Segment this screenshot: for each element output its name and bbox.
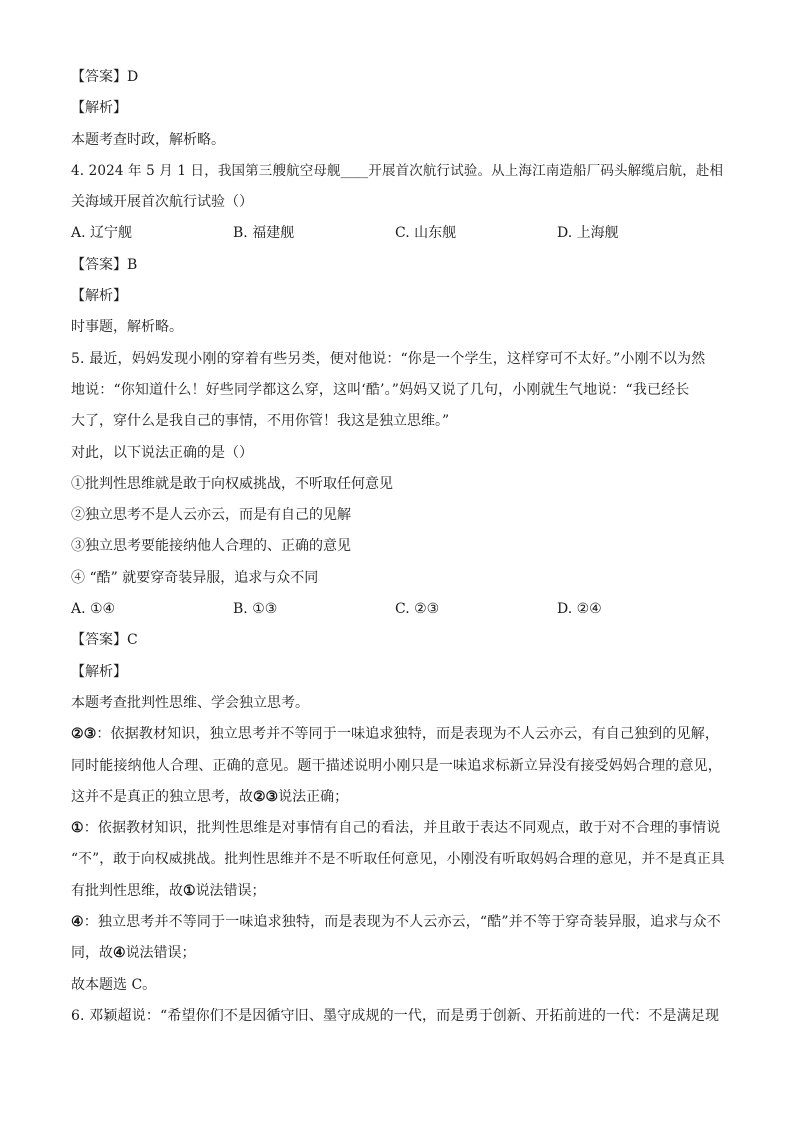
q5-option-c: C. ②③ bbox=[395, 601, 440, 618]
q5-p2-line3-b: ① bbox=[183, 882, 196, 899]
q3-analysis-label: 【解析】 bbox=[71, 100, 127, 117]
q4-analysis-label: 【解析】 bbox=[71, 288, 127, 305]
q5-p2-label: ① bbox=[71, 820, 84, 837]
q5-p3-line2-c: 说法错误； bbox=[125, 945, 196, 962]
q4-stem-line2: 关海域开展首次航行试验（） bbox=[71, 194, 253, 211]
q5-stem-line2: 地说：“你知道什么！好些同学都这么穿，这叫‘酷’。”妈妈又说了几句，小刚就生气地说：“我已经长 bbox=[71, 381, 690, 398]
q4-option-b: B. 福建舰 bbox=[233, 225, 295, 242]
q5-option-d: D. ②④ bbox=[557, 601, 602, 618]
q4-answer: 【答案】B bbox=[71, 256, 138, 273]
q5-p3-line2-b: ④ bbox=[113, 945, 126, 962]
q5-item-4: ④ “酷” 就要穿奇装异服，追求与众不同 bbox=[71, 569, 319, 586]
document-page bbox=[71, 62, 731, 1032]
q4-option-a: A. 辽宁舰 bbox=[71, 225, 133, 242]
q5-analysis-label: 【解析】 bbox=[71, 663, 127, 680]
q5-stem-line4: 对此，以下说法正确的是（） bbox=[71, 444, 253, 461]
q5-p3-line1 bbox=[71, 907, 731, 938]
q6-stem-line1: 6. 邓颖超说：“希望你们不是因循守旧、墨守成规的一代，而是勇于创新、开拓前进的一代：不是满足现 bbox=[71, 1007, 720, 1024]
q5-option-b: B. ①③ bbox=[233, 601, 278, 618]
q4-analysis: 时事题，解析略。 bbox=[71, 319, 183, 336]
q5-p2-line1 bbox=[71, 813, 731, 844]
q5-p2-line3-c: 说法错误； bbox=[195, 882, 266, 899]
q5-p2-line3 bbox=[71, 876, 731, 907]
q5-answer: 【答案】C bbox=[71, 632, 138, 649]
q5-conclusion: 故本题选 C。 bbox=[71, 976, 157, 993]
q3-analysis: 本题考查时政，解析略。 bbox=[71, 131, 225, 148]
q5-p1-line2: 同时能接纳他人合理、正确的意见。题干描述说明小刚只是一味追求标新立异没有接受妈妈合理的意见， bbox=[71, 757, 722, 774]
q5-stem-line1: 5. 最近，妈妈发现小刚的穿着有些另类，便对他说：“你是一个学生，这样穿可不太好。”小刚不以为然 bbox=[71, 350, 706, 367]
q4-option-c: C. 山东舰 bbox=[395, 225, 457, 242]
q5-p1-text1: ：依据教材知识，独立思考并不等同于一味追求独特，而是表现为不人云亦云，有自己独到的见解， bbox=[96, 726, 720, 743]
q5-p1-line3-a: 这并不是真正的独立思考，故 bbox=[71, 788, 253, 805]
q5-stem-line3: 大了，穿什么是我自己的事情，不用你管！我这是独立思维。” bbox=[71, 413, 450, 430]
q5-item-3: ③独立思考要能接纳他人合理的、正确的意见 bbox=[71, 538, 351, 555]
q4-options bbox=[71, 218, 731, 249]
q5-p2-line3-a: 有批判性思维，故 bbox=[71, 882, 183, 899]
q5-p3-label: ④ bbox=[71, 914, 84, 931]
q5-p3-text1: ：独立思考并不等同于一味追求独特，而是表现为不人云亦云，“酷”并不等于穿奇装异服，追求与众不 bbox=[83, 914, 721, 931]
q5-p1-label: ②③ bbox=[71, 726, 97, 743]
q5-option-a: A. ①④ bbox=[71, 601, 116, 618]
q4-option-d: D. 上海舰 bbox=[557, 225, 619, 242]
q5-item-2: ②独立思考不是人云亦云，而是有自己的见解 bbox=[71, 507, 351, 524]
q5-p2-text1: ：依据教材知识，批判性思维是对事情有自己的看法，并且敢于表达不同观点，敢于对不合理的事情说 bbox=[83, 820, 721, 837]
q5-p1-line3-c: 说法正确； bbox=[278, 788, 349, 805]
q4-stem-line1: 4. 2024 年 5 月 1 日，我国第三艘航空母舰____开展首次航行试验。从上海江南造船厂码头解缆启航，赴相 bbox=[71, 162, 724, 179]
q5-p1-line3 bbox=[71, 782, 731, 813]
q5-item-1: ①批判性思维就是敢于向权威挑战，不听取任何意见 bbox=[71, 475, 393, 492]
q5-options bbox=[71, 594, 731, 625]
q5-p3-line2-a: 同，故 bbox=[71, 945, 113, 962]
q5-analysis-line1: 本题考查批判性思维、学会独立思考。 bbox=[71, 694, 309, 711]
q5-p1-line1 bbox=[71, 719, 731, 750]
q5-p2-line2: “不”，敢于向权威挑战。批判性思维并不是不听取任何意见，小刚没有听取妈妈合理的意见，并不是真正具 bbox=[71, 851, 725, 868]
q5-p1-line3-b: ②③ bbox=[253, 788, 279, 805]
q5-p3-line2 bbox=[71, 938, 731, 969]
q3-answer: 【答案】D bbox=[71, 69, 139, 85]
